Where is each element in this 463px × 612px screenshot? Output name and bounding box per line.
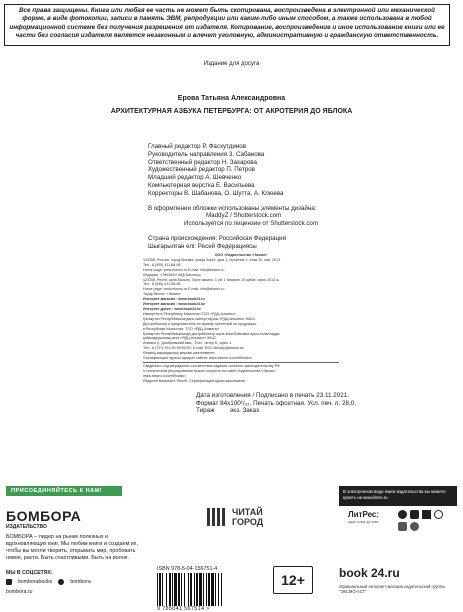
- publisher-description: БОМБОРА – лидер на рынке полезных и вдохновляющих книг. Мы любим книги и создаем их, чтобы вы могли творить, открывать мир, пробовать новое, расти. Быть счастливыми. Быть на волне.: [6, 534, 138, 561]
- credit-line: Главный редактор Р. Фасхутдинов: [148, 143, 246, 150]
- legal-line: www.eksmo.ru/certification: [143, 373, 186, 378]
- legal-line: Тел.: 8 (495) 411-68-86.: [143, 262, 182, 267]
- app-store-icons: [398, 510, 454, 531]
- legal-line: Дистрибьютор и представитель по приему претензий на продукцию,: [143, 321, 258, 326]
- edition-note: Издание для досуга: [203, 61, 260, 67]
- android-icon[interactable]: [410, 510, 419, 519]
- origin-line: Шығарылған елі: Ресей Федерациясы: [148, 242, 257, 250]
- vk-icon: [6, 579, 12, 585]
- author: Ерова Татьяна Александровна: [177, 95, 286, 102]
- legal-line: о техническом регулировании можно получить на сайте Издательства «Эксмо»: [143, 368, 276, 373]
- legal-line: Интернет-дүкен : www.book24.kz: [143, 306, 201, 311]
- barcode-digits: 9 785041 567514 >: [157, 606, 256, 612]
- legal-line: Өндіруші: «ЭКСМО» АҚБ Баспасы,: [143, 272, 202, 277]
- legal-line: Home page: www.eksmo.ru E-mail: info@eksmo.ru: [143, 267, 225, 272]
- reader-icon[interactable]: [398, 522, 407, 531]
- legal-line: Тел.: 8 (727) 251-59-90/91/92; E-mail: RDC-Almaty@eksmo.kz: [143, 346, 244, 351]
- legal-info-block: [143, 253, 339, 388]
- origin-line: Страна происхождения: Российская Федерация: [148, 234, 286, 242]
- ebook-banner: В электронном виде книги издательства вы можете купить на www.litres.ru: [339, 486, 457, 506]
- bottom-band: [0, 486, 463, 612]
- legal-line: 123308, Россия, город Москва, улица Зорге, дом 1, строение 1, этаж 20, каб. 2013.: [143, 257, 281, 262]
- book-title: АРХИТЕКТУРНАЯ АЗБУКА ПЕТЕРБУРГА: ОТ АКРОТЕРИЯ ДО ЯБЛОКА: [110, 108, 353, 115]
- chitai-gorod-logo: [206, 506, 263, 528]
- age-rating-badge: 12+: [273, 566, 313, 594]
- chitai-gorod-icon: [206, 506, 228, 528]
- legal-line: в Республике Казахстан: ТОО «РДЦ-Алматы»: [143, 326, 220, 331]
- barcode: [157, 573, 256, 607]
- legal-line: Қазақстан Республикасында дистрибьютор және өнім бойынша арыз-талаптарды: [143, 331, 280, 336]
- circle-app-icon[interactable]: [434, 510, 443, 519]
- instagram-icon: [58, 579, 64, 585]
- join-banner: ПРИСОЕДИНЯЙТЕСЬ К НАМ!: [6, 486, 122, 496]
- credit-line: Компьютерная верстка Е. Васильева: [148, 181, 255, 189]
- credit-line: Корректоры В. Шабанова, О. Шутта, А. Клюева: [148, 189, 284, 197]
- litres-tagline: один клик до книг: [348, 520, 379, 524]
- book24-logo[interactable]: book 24.ru: [339, 566, 400, 580]
- print-run: Тираж экз. Заказ: [196, 407, 259, 415]
- legal-line: Қазақстан Республикасындағы импорттаушы «РДЦ-Алматы» ЖШС.: [143, 316, 257, 321]
- credit-line: Художественный редактор П. Петров: [148, 166, 255, 174]
- credits-block: [148, 143, 318, 251]
- print-info: [196, 392, 356, 415]
- legal-line: ООО «Издательство «Эксмо»: [214, 253, 268, 257]
- chitai-word: ЧИТАЙ: [232, 507, 263, 517]
- isbn: ISBN 978-5-04-156751-4: [157, 566, 218, 572]
- legal-line: Тел.: 8 (495) 411-68-86.: [143, 282, 182, 287]
- credit-line: Руководитель направления З. Сабанова: [148, 150, 265, 158]
- site-link[interactable]: bombora.ru: [6, 589, 33, 595]
- apple-icon[interactable]: [398, 510, 407, 519]
- legal-line: Сведения о подтверждении соответствия издания согласно законодательству РФ: [143, 362, 339, 369]
- legal-line: Тауар белгісі: «Эксмо»: [143, 292, 181, 297]
- music-app-icon[interactable]: [410, 522, 419, 531]
- litres-logo: ЛитРес:: [348, 510, 380, 519]
- publisher-sub: ИЗДАТЕЛЬСТВО: [6, 524, 47, 530]
- cover-credit-line: В оформлении обложки использованы элементы дизайна:: [148, 204, 317, 212]
- legal-line: Импортёр в Республику Казахстан ТОО «РДЦ-Алматы».: [143, 311, 237, 316]
- barcode-stripe: [222, 573, 223, 607]
- legal-line: Алматы қ., Домбровский көш., 3«а», литер Б, офис 1.: [143, 341, 233, 346]
- print-format: Формат 84x100¹/₃₂. Печать офсетная. Усл. печ. л. 28,0.: [196, 399, 356, 407]
- legal-line: Өндірген мемлекет: Ресей. Сертификация қарастырылмаған: [143, 378, 245, 383]
- official-shop-note: Официальный интернет-магазин издательской группы "ЭКСМО-АСТ": [339, 584, 445, 595]
- legal-line: Сертификация туралы ақпарат сайтта: www.eksmo.ru/certification: [143, 356, 252, 361]
- print-dates: Дата изготовления / Подписано в печать 23.11.2021.: [196, 392, 349, 399]
- legal-line: 123308, Ресей, қала Мәскеу, Зорге көшесі, 1 үй, 1 ғимарат, 20 қабат, офис 2013 ж.: [143, 277, 280, 282]
- legal-line: Интернет-магазин : www.book24.ru: [143, 297, 205, 302]
- legal-line: Home page: www.eksmo.ru E-mail: info@eksmo.ru: [143, 287, 225, 292]
- social-link-bomborabooks[interactable]: bomborabooks: [18, 579, 53, 585]
- cover-credit-line: MaddyZ / Shutterstock.com: [206, 212, 282, 220]
- cover-credit-line: Используется по лицензии от Shutterstock.com: [184, 220, 319, 228]
- social-title: МЫ В СОЦСЕТЯХ:: [6, 570, 53, 576]
- gorod-word: ГОРОД: [232, 517, 264, 527]
- social-link-bombora[interactable]: bombora: [70, 579, 91, 585]
- copyright-notice: Все права защищены. Книга или любая ее часть не может быть скопирована, воспроизведена в электронной или механической форме, в виде фотокопии, записи в память ЭВМ, репродукции или каким-либо иным способом, а также использована в любой информационной системе без получения разрешения от издателя. Копирование, воспроизведение и иное использование книги или ее части без согласия издателя является незаконным и влечет уголовную, административную и гражданскую ответственность.: [4, 4, 450, 46]
- publisher-logo: БОМБОРА: [6, 508, 82, 524]
- social-row: [6, 579, 91, 585]
- legal-line: Интернет-магазин : www.book24.kz: [143, 302, 205, 307]
- legal-line: Өнімнің жарамдылық мерзімі шектелмеген.: [143, 351, 216, 356]
- legal-line: қабылдаушының өкілі «РДЦ-Алматы» ЖШС,: [143, 336, 218, 341]
- credit-line: Младший редактор А. Шевченко: [148, 174, 242, 182]
- credit-line: Ответственный редактор Н. Захарова: [148, 158, 257, 166]
- windows-icon[interactable]: [422, 510, 431, 519]
